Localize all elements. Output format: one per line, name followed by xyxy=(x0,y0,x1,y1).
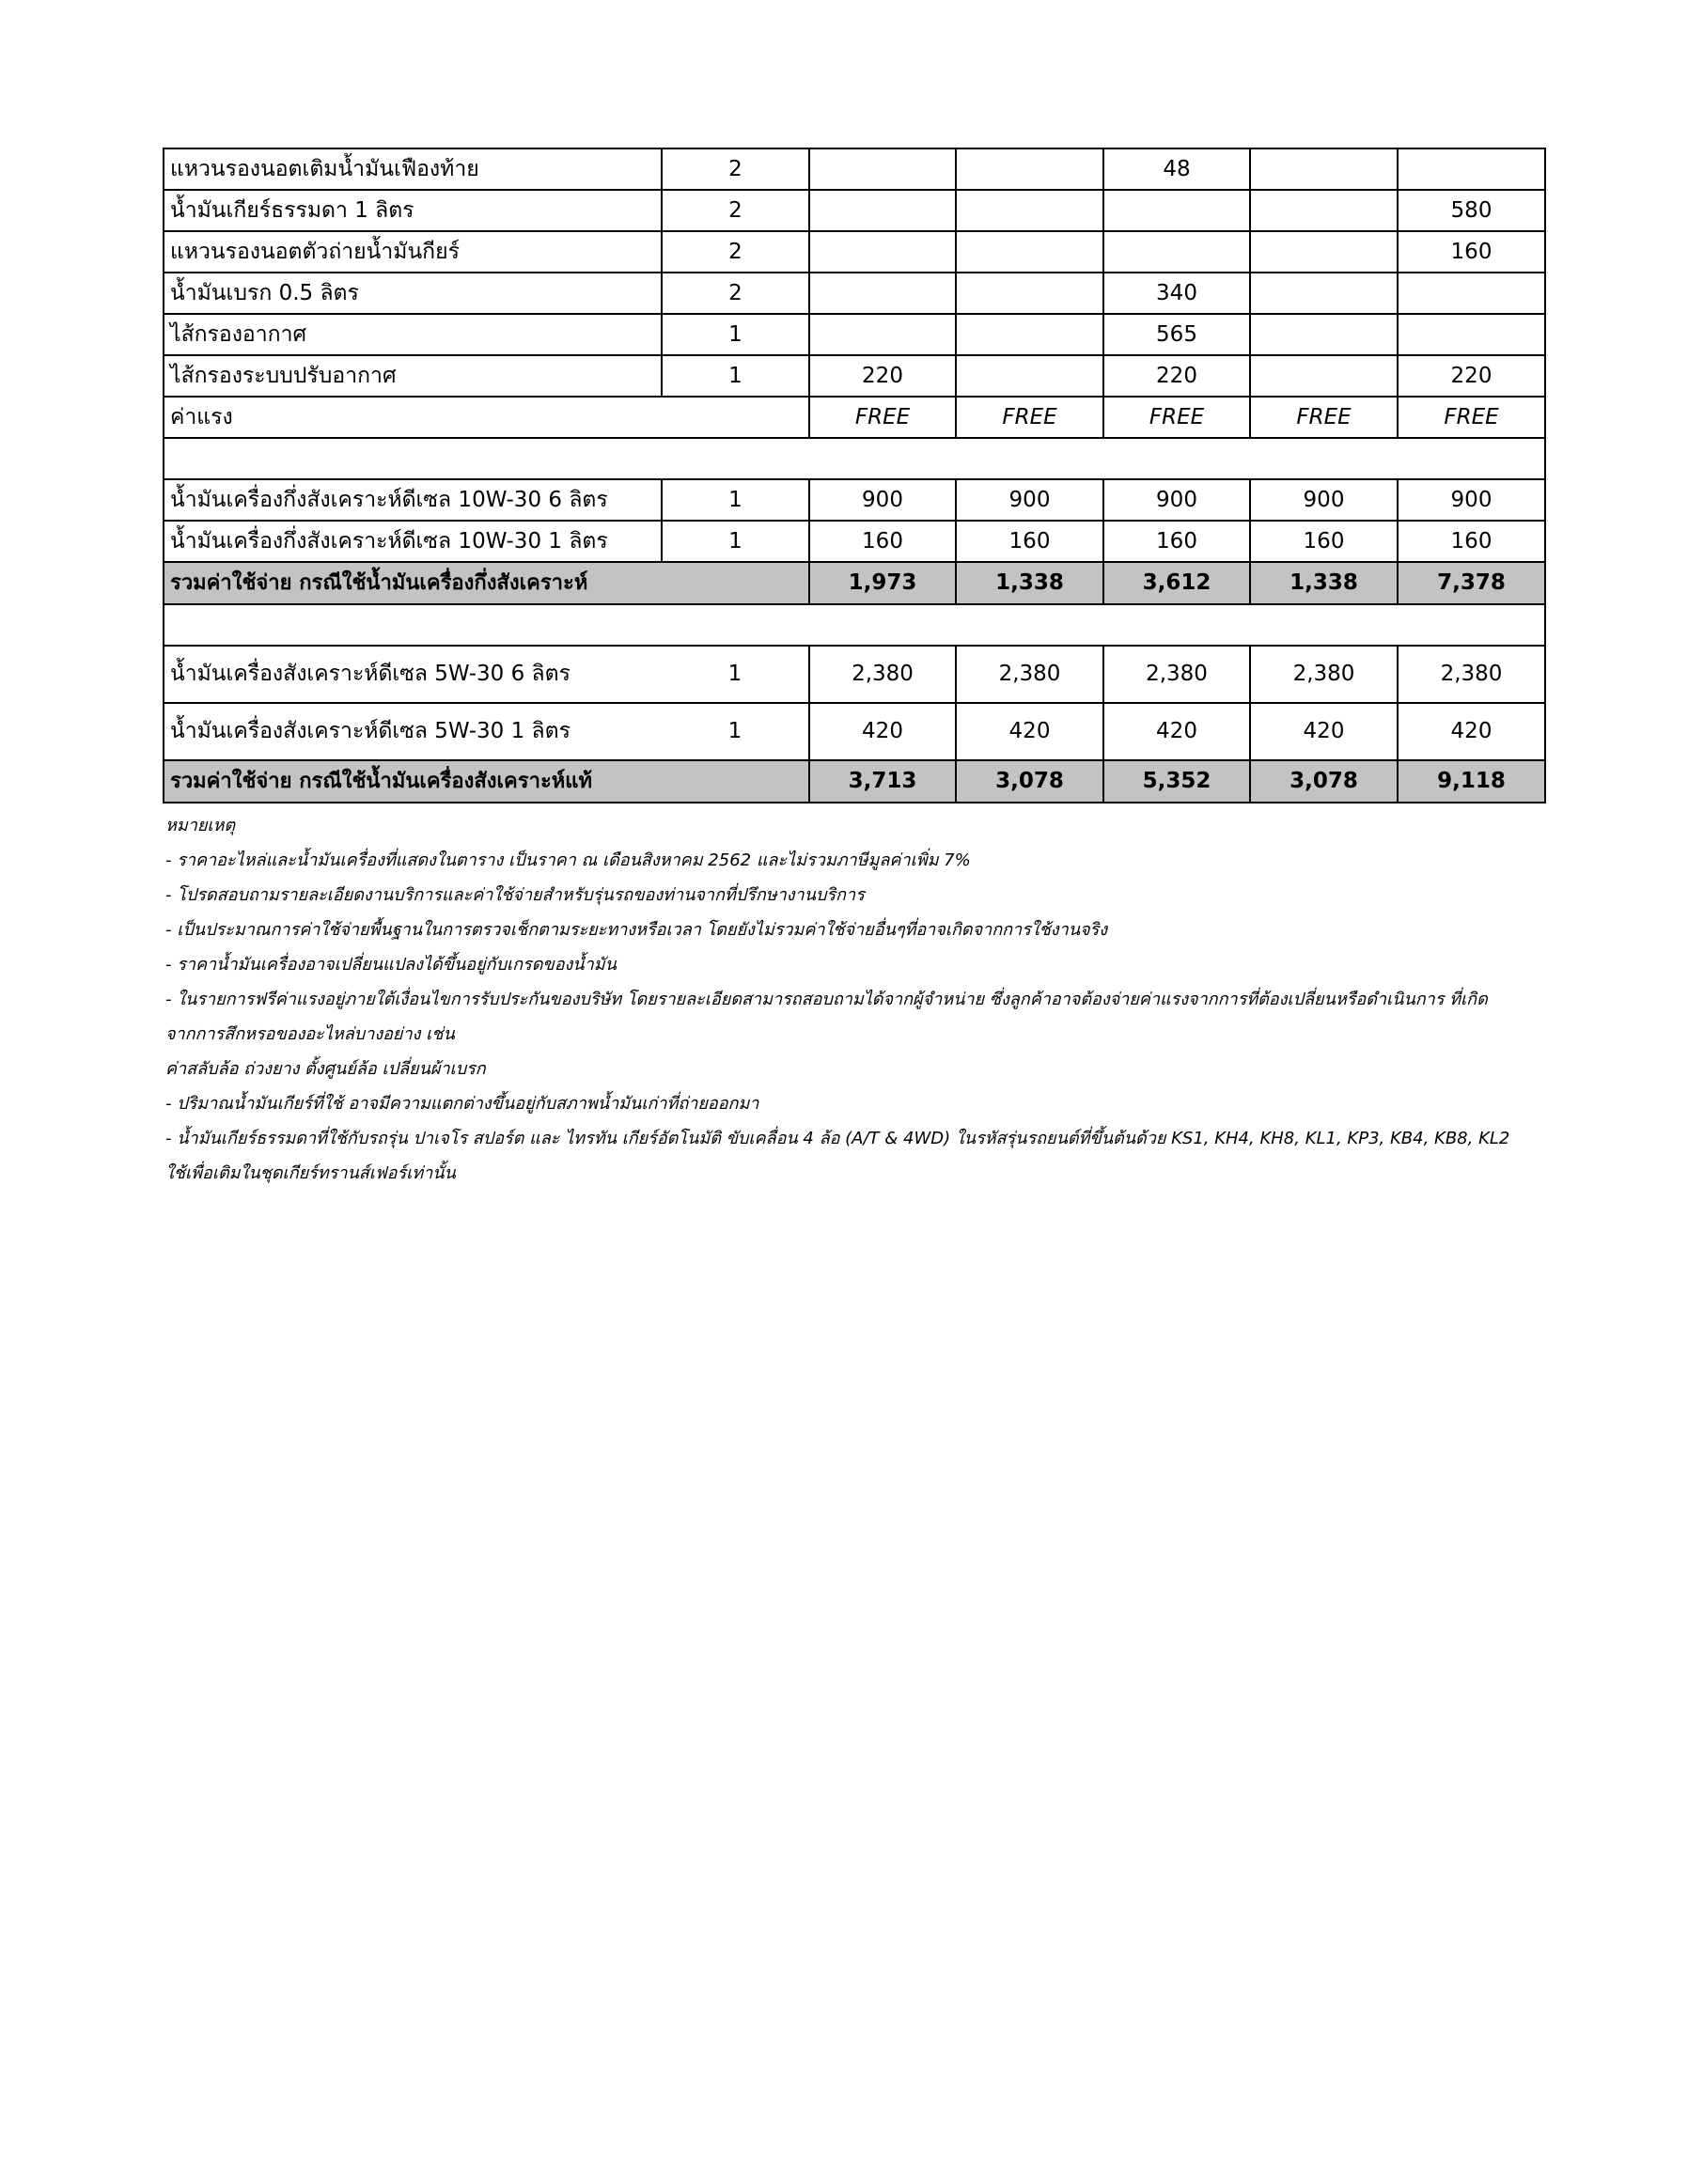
labor-free-cell: FREE xyxy=(1398,397,1545,438)
price-cell xyxy=(809,148,956,190)
price-cell: 220 xyxy=(1103,355,1250,397)
total-value: 1,338 xyxy=(956,562,1103,604)
table-row xyxy=(164,646,1545,703)
price-cell: 420 xyxy=(1250,703,1398,760)
price-cell: 900 xyxy=(1103,479,1250,521)
total-value: 3,713 xyxy=(809,760,956,803)
price-cell: 160 xyxy=(1250,521,1398,562)
price-cell: 900 xyxy=(1398,479,1545,521)
price-cell: 580 xyxy=(1398,190,1545,231)
price-cell xyxy=(956,148,1103,190)
price-cell: 160 xyxy=(956,521,1103,562)
price-cell: 48 xyxy=(1103,148,1250,190)
total-value: 1,338 xyxy=(1250,562,1398,604)
note-line: จากการสึกหรอของอะไหล่บางอย่าง เช่น xyxy=(165,1024,455,1044)
price-cell: 420 xyxy=(809,703,956,760)
price-cell xyxy=(1398,314,1545,355)
price-cell: 2,380 xyxy=(1250,646,1398,703)
item-qty: 2 xyxy=(662,273,809,314)
price-cell: 565 xyxy=(1103,314,1250,355)
item-name: น้ำมันเครื่องกึ่งสังเคราะห์ดีเซล 10W-30 6 ลิตร xyxy=(164,479,662,521)
labor-label: ค่าแรง xyxy=(164,397,809,438)
note-line: - เป็นประมาณการค่าใช้จ่ายพื้นฐานในการตรวจเช็กตามระยะทางหรือเวลา โดยยังไม่รวมค่าใช้จ่ายอื่นๆที่อาจเกิดจากการใช้งานจริง xyxy=(165,920,1108,940)
table-row xyxy=(164,703,1545,760)
price-cell: 420 xyxy=(1103,703,1250,760)
item-name: น้ำมันเครื่องสังเคราะห์ดีเซล 5W-30 1 ลิตร xyxy=(164,703,662,760)
table-row xyxy=(164,479,1545,521)
price-cell: 2,380 xyxy=(956,646,1103,703)
notes-section xyxy=(165,808,1547,1191)
price-cell xyxy=(1250,273,1398,314)
total-value: 7,378 xyxy=(1398,562,1545,604)
price-cell: 340 xyxy=(1103,273,1250,314)
table-row xyxy=(164,521,1545,562)
price-cell xyxy=(1398,148,1545,190)
table-row xyxy=(164,190,1545,231)
total-value: 3,078 xyxy=(1250,760,1398,803)
total-label: รวมค่าใช้จ่าย กรณีใช้น้ำมันเครื่องสังเคราะห์แท้ xyxy=(164,760,809,803)
table-row xyxy=(164,148,1545,190)
full-synthetic-total-row xyxy=(164,760,1545,803)
price-cell: 900 xyxy=(1250,479,1398,521)
note-line: ค่าสลับล้อ ถ่วงยาง ตั้งศูนย์ล้อ เปลี่ยนผ้าเบรก xyxy=(165,1059,486,1079)
total-value: 3,612 xyxy=(1103,562,1250,604)
table-row xyxy=(164,231,1545,273)
price-cell: 2,380 xyxy=(1398,646,1545,703)
item-name: น้ำมันเครื่องสังเคราะห์ดีเซล 5W-30 6 ลิตร xyxy=(164,646,662,703)
table-row xyxy=(164,314,1545,355)
price-cell xyxy=(809,314,956,355)
price-cell xyxy=(956,231,1103,273)
blank-cell xyxy=(164,604,1545,646)
price-cell xyxy=(956,355,1103,397)
item-qty: 1 xyxy=(662,479,809,521)
item-qty: 1 xyxy=(662,314,809,355)
price-cell: 2,380 xyxy=(1103,646,1250,703)
notes-title: หมายเหตุ xyxy=(165,816,236,835)
price-cell xyxy=(1250,148,1398,190)
price-cell: 220 xyxy=(809,355,956,397)
price-cell xyxy=(1250,355,1398,397)
item-qty: 1 xyxy=(662,646,809,703)
item-name: น้ำมันเกียร์ธรรมดา 1 ลิตร xyxy=(164,190,662,231)
price-cell: 160 xyxy=(809,521,956,562)
blank-separator-row xyxy=(164,604,1545,646)
price-cell: 900 xyxy=(956,479,1103,521)
price-cell: 420 xyxy=(1398,703,1545,760)
item-name: น้ำมันเบรก 0.5 ลิตร xyxy=(164,273,662,314)
table-row xyxy=(164,273,1545,314)
price-cell xyxy=(1250,190,1398,231)
price-cell xyxy=(809,231,956,273)
total-value: 9,118 xyxy=(1398,760,1545,803)
price-cell: 160 xyxy=(1398,231,1545,273)
price-cell: 900 xyxy=(809,479,956,521)
price-cell: 160 xyxy=(1103,521,1250,562)
note-line: - โปรดสอบถามรายละเอียดงานบริการและค่าใช้จ่ายสำหรับรุ่นรถของท่านจากที่ปรึกษางานบริการ xyxy=(165,885,865,905)
note-line: ใช้เพื่อเติมในชุดเกียร์ทรานส์เฟอร์เท่านั้น xyxy=(165,1163,456,1183)
labor-row xyxy=(164,397,1545,438)
item-name: แหวนรองนอตตัวถ่ายน้ำมันกียร์ xyxy=(164,231,662,273)
price-cell: 2,380 xyxy=(809,646,956,703)
note-line: - น้ำมันเกียร์ธรรมดาที่ใช้กับรถรุ่น ปาเจโร สปอร์ต และ ไทรทัน เกียร์อัตโนมัติ ขับเคลื่อน 4 ล้อ (A/T & 4WD) ในรหัสรุ่นรถยนต์ที่ขึ้นต้นด้วย KS1, KH4, KH8, KL1, KP3, KB4, KB8, KL2 xyxy=(165,1129,1510,1148)
price-cell xyxy=(809,273,956,314)
price-cell xyxy=(1103,231,1250,273)
note-line: - ในรายการฟรีค่าแรงอยู่ภายใต้เงื่อนไขการรับประกันของบริษัท โดยรายละเอียดสามารถสอบถามได้จากผู้จำหน่าย ซึ่งลูกค้าอาจต้องจ่ายค่าแรงจากการที่ต้องเปลี่ยนหรือดำเนินการ ที่เกิด xyxy=(165,990,1488,1009)
labor-free-cell: FREE xyxy=(1250,397,1398,438)
price-cell xyxy=(956,314,1103,355)
item-qty: 2 xyxy=(662,231,809,273)
price-cell: 160 xyxy=(1398,521,1545,562)
item-name: แหวนรองนอตเติมน้ำมันเฟืองท้าย xyxy=(164,148,662,190)
total-value: 5,352 xyxy=(1103,760,1250,803)
price-cell xyxy=(956,190,1103,231)
price-cell xyxy=(1250,314,1398,355)
item-name: น้ำมันเครื่องกึ่งสังเคราะห์ดีเซล 10W-30 1 ลิตร xyxy=(164,521,662,562)
blank-cell xyxy=(164,438,1545,479)
price-cell: 420 xyxy=(956,703,1103,760)
table-row xyxy=(164,355,1545,397)
price-cell xyxy=(809,190,956,231)
semi-synthetic-total-row xyxy=(164,562,1545,604)
price-cell xyxy=(1250,231,1398,273)
item-qty: 2 xyxy=(662,148,809,190)
blank-separator-row xyxy=(164,438,1545,479)
labor-free-cell: FREE xyxy=(1103,397,1250,438)
note-line: - ราคาอะไหล่และน้ำมันเครื่องที่แสดงในตาราง เป็นราคา ณ เดือนสิงหาคม 2562 และไม่รวมภาษีมูลค่าเพิ่ม 7% xyxy=(165,850,971,870)
item-qty: 1 xyxy=(662,521,809,562)
item-name: ไส้กรองอากาศ xyxy=(164,314,662,355)
item-qty: 1 xyxy=(662,355,809,397)
maintenance-cost-table xyxy=(163,148,1546,803)
note-line: - ปริมาณน้ำมันเกียร์ที่ใช้ อาจมีความแตกต่างขึ้นอยู่กับสภาพน้ำมันเก่าที่ถ่ายออกมา xyxy=(165,1094,759,1114)
item-qty: 2 xyxy=(662,190,809,231)
item-qty: 1 xyxy=(662,703,809,760)
total-value: 3,078 xyxy=(956,760,1103,803)
labor-free-cell: FREE xyxy=(956,397,1103,438)
labor-free-cell: FREE xyxy=(809,397,956,438)
price-cell: 220 xyxy=(1398,355,1545,397)
total-value: 1,973 xyxy=(809,562,956,604)
total-label: รวมค่าใช้จ่าย กรณีใช้น้ำมันเครื่องกึ่งสังเคราะห์ xyxy=(164,562,809,604)
item-name: ไส้กรองระบบปรับอากาศ xyxy=(164,355,662,397)
price-cell xyxy=(1398,273,1545,314)
price-cell xyxy=(956,273,1103,314)
note-line: - ราคาน้ำมันเครื่องอาจเปลี่ยนแปลงได้ขึ้นอยู่กับเกรดของน้ำมัน xyxy=(165,955,617,975)
price-cell xyxy=(1103,190,1250,231)
